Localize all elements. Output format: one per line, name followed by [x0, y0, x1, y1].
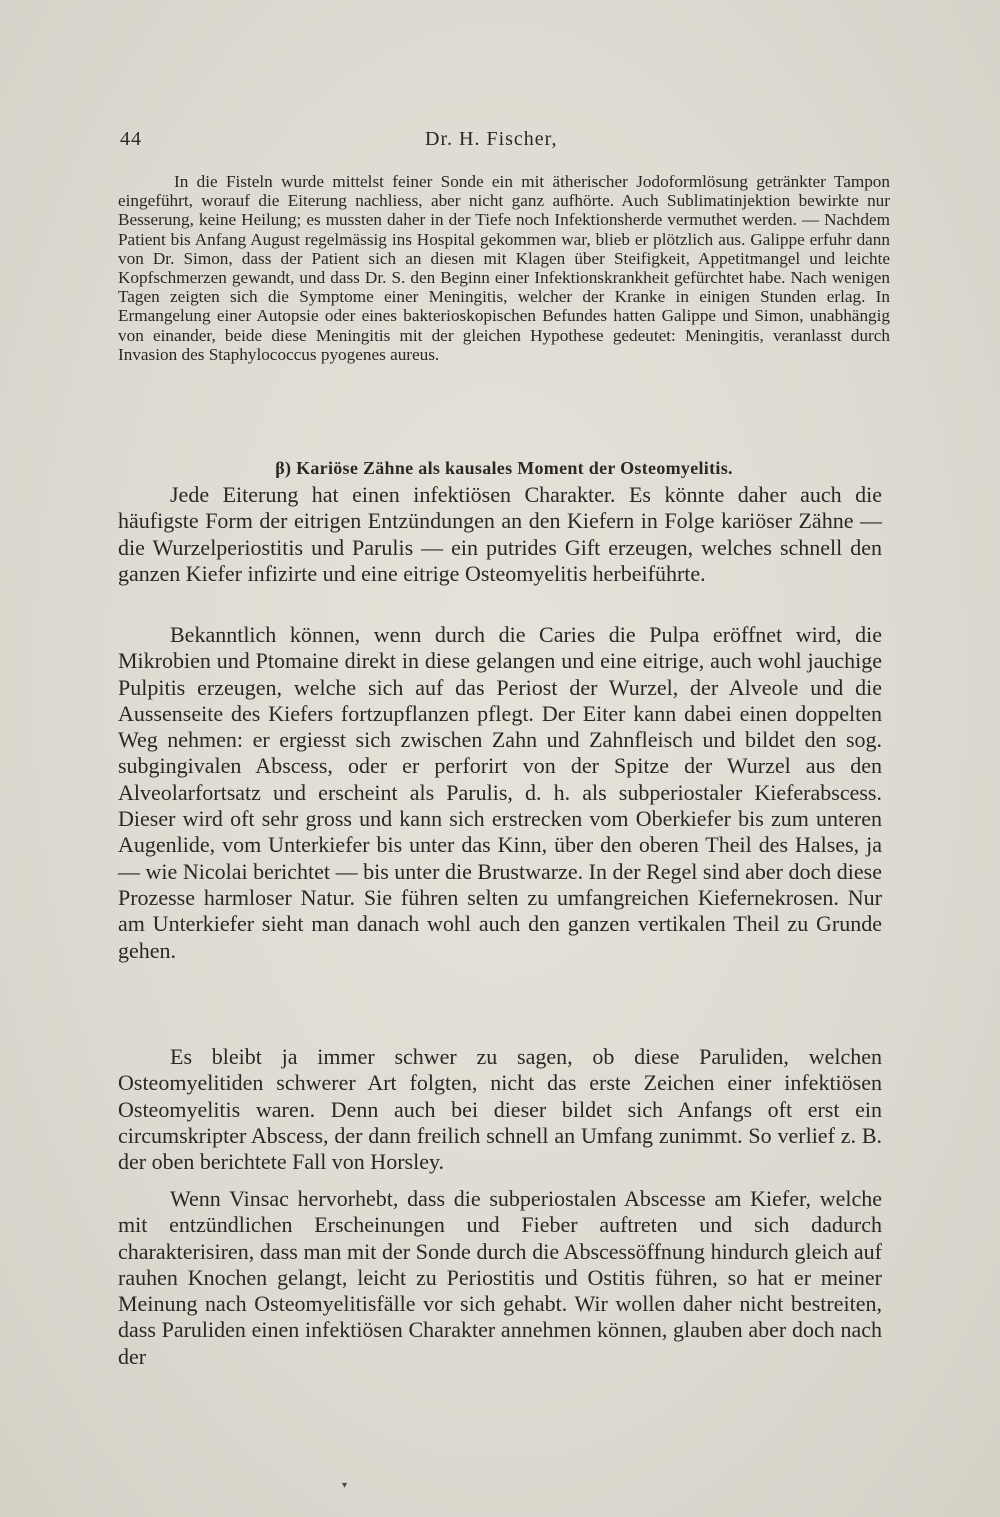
- page-header: [120, 128, 890, 158]
- running-head: Dr. H. Fischer,: [425, 128, 558, 150]
- page-number: 44: [120, 128, 142, 150]
- case-report-paragraph: In die Fisteln wurde mittelst feiner Sonde ein mit ätherischer Jodoformlösung getränkter Tampon eingeführt, worauf die Eiterung nachliess, aber nicht ganz aufhörte. Auch Sublimatinjektion bewirkte nur Besserung, keine Heilung; es mussten daher in der Tiefe noch Infektionsherde vermuthet werden. — Nachdem Patient bis Anfang August regelmässig ins Hospital gekommen war, blieb er plötzlich aus. Galippe erfuhr dann von Dr. Simon, dass der Patient sich an diesen mit Klagen über Steifigkeit, Appetitmangel und leichte Kopfschmerzen gewandt, und dass Dr. S. den Beginn einer Infektionskrankheit gefürchtet habe. Nach wenigen Tagen zeigten sich die Symptome einer Meningitis, welcher der Kranke in einigen Stunden erlag. In Ermangelung einer Autopsie oder eines bakterioskopischen Befundes hatten Galippe und Simon, unabhängig von einander, beide diese Meningitis mit der gleichen Hypothese gedeutet: Meningitis, veranlasst durch Invasion des Staphylococcus pyogenes aureus.: [118, 172, 890, 364]
- printer-mark: ▾: [342, 1480, 348, 1491]
- body-paragraph-3: Es bleibt ja immer schwer zu sagen, ob diese Paruliden, welchen Osteomyelitiden schwerer Art folgten, nicht das erste Zeichen einer infektiösen Osteomyelitis waren. Denn auch bei dieser bildet sich Anfangs oft erst ein circumskripter Abscess, der dann freilich schnell an Umfang zunimmt. So verlief z. B. der oben berichtete Fall von Horsley.: [118, 1044, 882, 1175]
- section-heading: β) Kariöse Zähne als kausales Moment der Osteomyelitis.: [275, 458, 733, 478]
- body-paragraph-2: Bekanntlich können, wenn durch die Caries die Pulpa eröffnet wird, die Mikrobien und Ptomaine direkt in diese gelangen und eine eitrige, auch wohl jauchige Pulpitis erzeugen, welche sich auf das Periost der Wurzel, der Alveole und die Aussenseite des Kiefers fortzupflanzen pflegt. Der Eiter kann dabei einen doppelten Weg nehmen: er ergiesst sich zwischen Zahn und Zahnfleisch und bildet den sog. subgingivalen Abscess, oder er perforirt von der Spitze der Wurzel aus den Alveolarfortsatz und erscheint als Parulis, d. h. als subperiostaler Kieferabscess. Dieser wird oft sehr gross und kann sich erstrecken vom Oberkiefer bis zum unteren Augenlide, vom Unterkiefer bis unter das Kinn, über den oberen Theil des Halses, ja — wie Nicolai berichtet — bis unter die Brustwarze. In der Regel sind aber doch diese Prozesse harmloser Natur. Sie führen selten zu umfangreichen Kiefernekrosen. Nur am Unterkiefer sieht man danach wohl auch den ganzen vertikalen Theil zu Grunde gehen.: [118, 622, 882, 963]
- body-paragraph-1: Jede Eiterung hat einen infektiösen Charakter. Es könnte daher auch die häufigste Form der eitrigen Entzündungen an den Kiefern in Folge kariöser Zähne — die Wurzelperiostitis und Parulis — ein putrides Gift erzeugen, welches schnell den ganzen Kiefer infizirte und eine eitrige Osteomyelitis herbeiführte.: [118, 482, 882, 586]
- body-paragraph-4: Wenn Vinsac hervorhebt, dass die subperiostalen Abscesse am Kiefer, welche mit entzündlichen Erscheinungen und Fieber auftreten und sich dadurch charakterisiren, dass man mit der Sonde durch die Abscessöffnung hindurch gleich auf rauhen Knochen gelangt, leicht zu Periostitis und Ostitis führen, so hat er meiner Meinung nach Osteomyelitisfälle vor sich gehabt. Wir wollen daher nicht bestreiten, dass Paruliden einen infektiösen Charakter annehmen können, glauben aber doch nach der: [118, 1186, 882, 1369]
